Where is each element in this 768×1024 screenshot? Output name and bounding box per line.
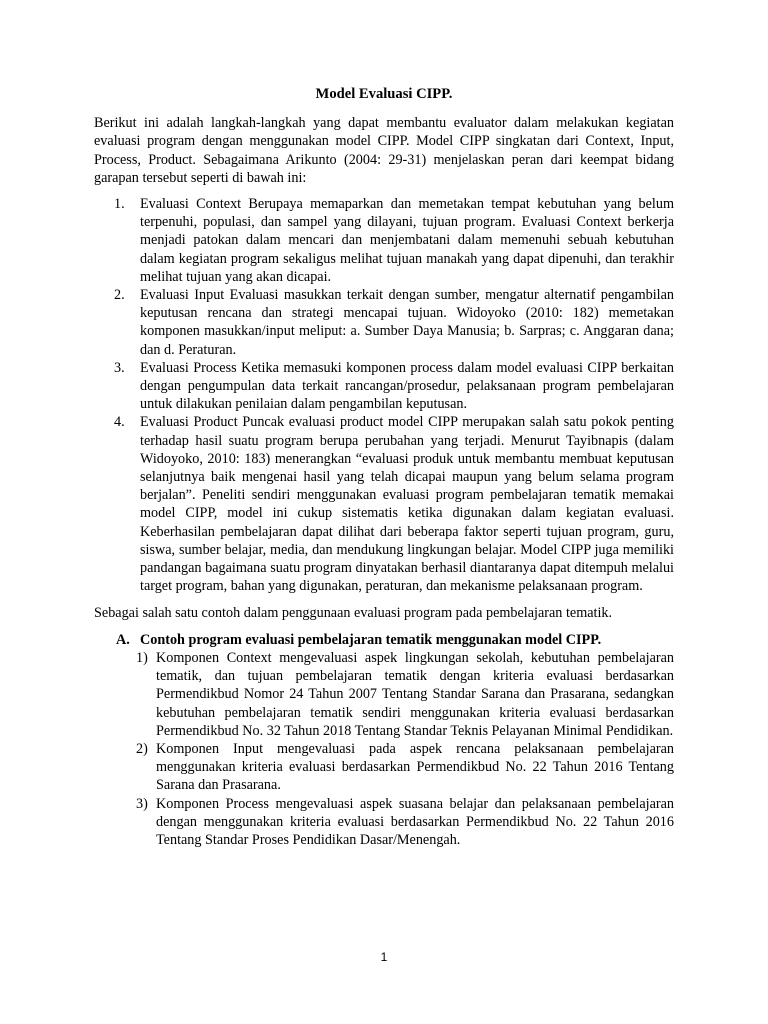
intro-paragraph: Berikut ini adalah langkah-langkah yang dapat membantu evaluator dalam melakukan kegiatan evaluasi program dengan menggunakan model CIPP. Model CIPP singkatan dari Context, Input, Process, Product. Sebagaimana Arikunto (2004: 29-31) menjelaskan peran dari keempat bidang garapan tersebut seperti di bawah ini: [94, 115, 674, 186]
section-a-letter: A. [116, 631, 130, 648]
list-item [94, 413, 674, 595]
sub-list-item-text: Komponen Process mengevaluasi aspek suasana belajar dan pelaksanaan pembelajaran dengan menggunakan kriteria evaluasi berdasarkan Permendikbud No. 22 Tahun 2016 Tentang Standar Proses Pendidikan Dasar/Menengah. [156, 795, 674, 848]
section-a-list [94, 649, 674, 849]
list-item-number: 4. [114, 414, 125, 431]
cipp-component-list [94, 195, 674, 595]
sub-list-item [94, 649, 674, 740]
page-number: 1 [380, 950, 388, 964]
sub-list-item-number: 3) [136, 795, 148, 812]
list-item [94, 286, 674, 359]
sub-list-item-text: Komponen Context mengevaluasi aspek lingkungan sekolah, kebutuhan pembelajaran tematik, dan tujuan pembelajaran tematik dengan kriteria evaluasi berdasarkan Permendikbud Nomor 24 Tahun 2007 Tentang Standar Sarana dan Prasarana, sedangkan kebutuhan pembelajaran tematik sendiri menggunakan kriteria evaluasi berdasarkan Permendikbud No. 32 Tahun 2018 Tentang Standar Teknis Pelayanan Minimal Pendidikan. [156, 649, 674, 739]
sub-list-item [94, 740, 674, 795]
section-a-heading [94, 631, 674, 649]
sub-list-item-text: Komponen Input mengevaluasi pada aspek rencana pelaksanaan pembelajaran menggunakan kriteria evaluasi berdasarkan Permendikbud No. 22 Tahun 2016 Tentang Sarana dan Prasarana. [156, 740, 674, 794]
list-item-text: Evaluasi Process Ketika memasuki komponen process dalam model evaluasi CIPP berkaitan dengan pengumpulan data terkait rancangan/prosedur, pelaksanaan program pembelajaran untuk dilakukan penilaian dalam pengambilan keputusan. [140, 359, 674, 413]
list-item-number: 3. [114, 359, 125, 376]
list-item-text: Evaluasi Product Puncak evaluasi product model CIPP merupakan salah satu pokok penting terhadap hasil suatu program berupa perubahan yang terjadi. Menurut Tayibnapis (dalam Widoyoko, 2010: 183) menerangkan “evaluasi produk untuk membantu membuat keputusan selanjutnya baik mengenai hasil yang telah dicapai maupun yang belum selama program berjalan”. Peneliti sendiri menggunakan evaluasi program pembelajaran tematik memakai model CIPP, model ini cukup sistematis ketika digunakan dalam kegiatan evaluasi. Keberhasilan pembelajaran dapat dilihat dari beberapa faktor seperti tujuan program, guru, siswa, sumber belajar, media, dan mendukung lingkungan belajar. Model CIPP juga memiliki pandangan bagaimana suatu program dinyatakan berhasil diantaranya dapat ditempuh melalui target program, bahan yang digunakan, peraturan, dan mekanisme pelaksanaan program. [140, 414, 674, 595]
list-item [94, 195, 674, 286]
list-item-text: Evaluasi Context Berupaya memaparkan dan memetakan tempat kebutuhan yang belum terpenuhi, populasi, dan sampel yang dilayani, tujuan program. Evaluasi Context berkerja menjadi patokan dalam mencari dan menjembatani dalam memenuhi sebuah kebutuhan dalam kegiatan program sekaligus melihat tujuan manakah yang dapat dipenuhi, dan terakhir melihat tujuan yang akan dicapai. [140, 196, 674, 285]
list-item-number: 2. [114, 287, 125, 304]
sub-list-item-number: 1) [136, 649, 148, 666]
list-item-text: Evaluasi Input Evaluasi masukkan terkait dengan sumber, mengatur alternatif pengambilan keputusan rencana dan strategi mencapai tujuan. Widoyoko (2010: 182) memetakan komponen masukkan/input meliput: a. Sumber Daya Manusia; b. Sarpras; c. Anggaran dana; dan d. Peraturan. [140, 287, 674, 358]
document-title: Model Evaluasi CIPP. [315, 86, 453, 102]
example-intro-paragraph: Sebagai salah satu contoh dalam penggunaan evaluasi program pada pembelajaran tematik. [94, 605, 613, 622]
section-a-heading-text: Contoh program evaluasi pembelajaran tematik menggunakan model CIPP. [140, 631, 602, 648]
list-item [94, 359, 674, 414]
sub-list-item [94, 795, 674, 850]
sub-list-item-number: 2) [136, 740, 148, 757]
list-item-number: 1. [114, 196, 125, 213]
